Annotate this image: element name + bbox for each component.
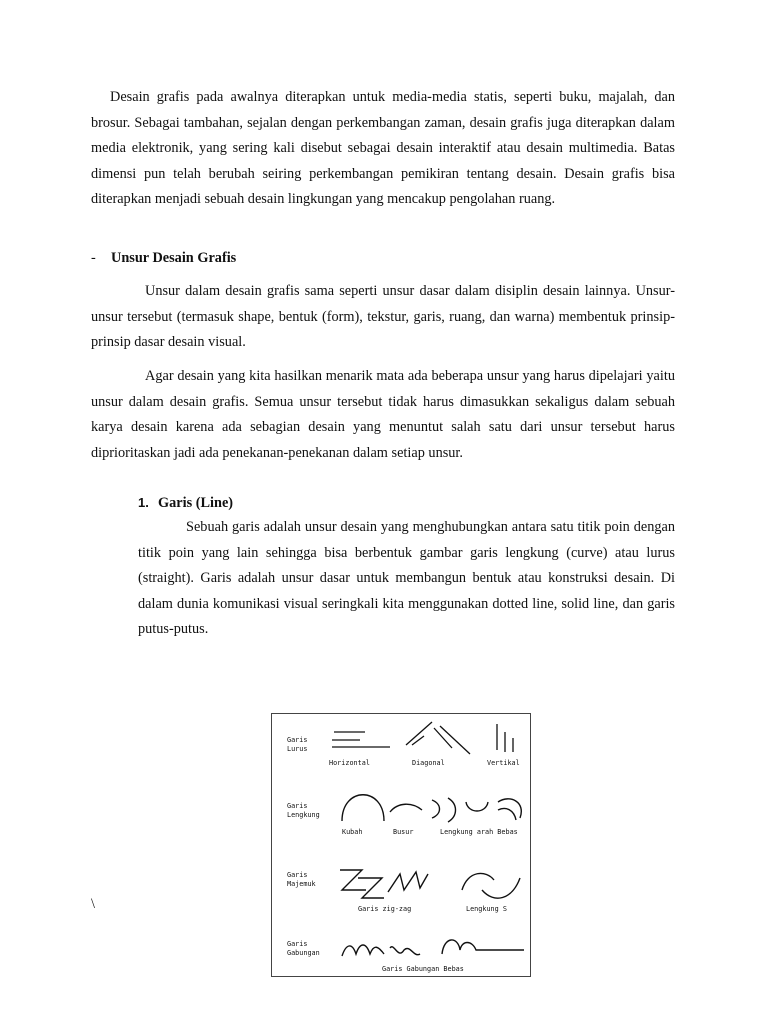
stray-backslash: \ [91,896,95,912]
paragraph-unsur-1: Unsur dalam desain grafis sama seperti unsur dasar dalam disiplin desain lainnya. Unsur-unsur tersebut (termasuk shape, bentuk (form), tekstur, garis, ruang, dan warna) membentuk prinsip-prinsip dasar desain visual. [91,283,675,351]
subsection-heading-text: Garis (Line) [158,495,234,511]
subsection-heading [138,493,233,513]
caption-garis-zigzag: Garis zig-zag [358,905,412,913]
diagonal-lines-drawing [406,722,470,754]
row1-label-2: Lurus [287,745,308,753]
caption-vertikal: Vertikal [487,759,520,767]
combined-line-drawing-2 [390,947,420,955]
section-heading [91,248,236,268]
caption-diagonal: Diagonal [412,759,445,767]
row4-label-1: Garis [287,940,308,948]
horizontal-lines-drawing [332,732,390,747]
s-curve-drawing-2 [482,878,520,898]
row2-label-1: Garis [287,802,308,810]
row1-label-1: Garis [287,736,308,744]
free-curve-drawing-5 [498,808,516,820]
free-curve-drawing-1 [432,800,440,818]
row2-label-2: Lengkung [287,811,320,819]
subsection-number: 1. [138,495,149,510]
caption-lengkung-arah-bebas: Lengkung arah Bebas [440,828,518,836]
row4-label-2: Gabungan [287,949,320,957]
dome-curve-drawing [342,795,384,821]
section-dash: - [91,250,96,266]
free-curve-drawing-3 [466,802,488,811]
zigzag-drawing-2 [388,872,428,892]
arc-curve-drawing [390,804,422,812]
section-heading-text: Unsur Desain Grafis [111,250,237,266]
row3-label-1: Garis [287,871,308,879]
paragraph-unsur-2: Agar desain yang kita hasilkan menarik mata ada beberapa unsur yang harus dipelajari yaitu unsur dalam desain grafis. Semua unsur tersebut tidak harus dimasukkan sekaligus dalam sebuah karya desain karena ada sebagian desain yang menuntut salah satu dari unsur tersebut harus diprioritaskan jadi ada penekanan-penekanan dalam setiap unsur. [91,368,675,461]
row3-label-2: Majemuk [287,880,316,888]
vertical-lines-drawing [497,724,513,752]
line-types-figure [271,713,531,977]
paragraph-intro: Desain grafis pada awalnya diterapkan untuk media-media statis, seperti buku, majalah, dan brosur. Sebagai tambahan, sejalan dengan perkembangan zaman, desain grafis juga diterapkan dalam media elektronik, yang sering kali disebut sebagai desain interaktif atau desain multimedia. Batas dimensi pun telah berubah seiring perkembangan pemikiran tentang desain. Desain grafis bisa diterapkan menjadi sebuah desain lingkungan yang mencakup pengolahan ruang. [91,89,675,208]
s-curve-drawing-1 [462,873,494,890]
caption-garis-gabungan-bebas: Garis Gabungan Bebas [382,965,464,973]
zigzag-drawing-1 [358,878,384,898]
free-curve-drawing-2 [448,798,456,822]
paragraph-garis: Sebuah garis adalah unsur desain yang menghubungkan antara satu titik poin dengan titik poin yang lain sehingga bisa berbentuk gambar garis lengkung (curve) atau lurus (straight). Garis adalah unsur dasar untuk membangun bentuk atau konstruksi desain. Di dalam dunia komunikasi visual seringkali kita menggunakan dotted line, solid line, dan garis putus-putus. [138,519,675,638]
combined-line-drawing-1 [342,945,384,956]
line-types-illustration [272,714,532,978]
caption-horizontal: Horizontal [329,759,370,767]
z-shape-drawing [340,870,366,890]
caption-busur: Busur [393,828,414,836]
caption-lengkung-s: Lengkung S [466,905,507,913]
combined-line-drawing-3 [442,940,524,954]
caption-kubah: Kubah [342,828,363,836]
